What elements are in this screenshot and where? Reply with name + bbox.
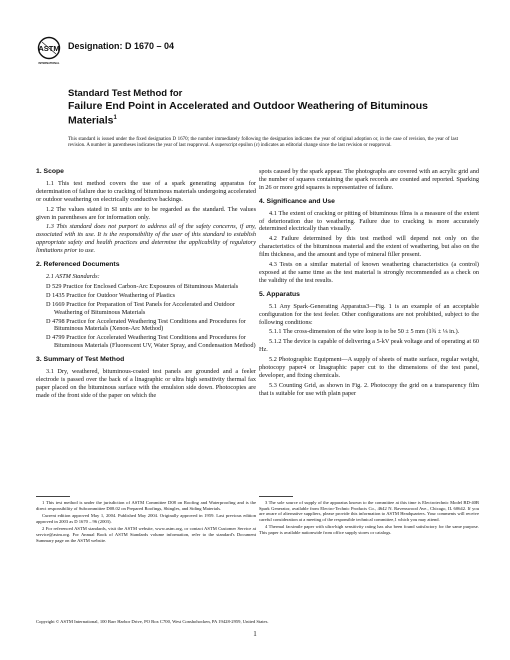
significance-paragraph-1: 4.1 The extent of cracking or pitting of bituminous films is a measure of the extent of deterioration due to weathering. Failure due to cracking is more accurately determined electrically than visually.: [259, 209, 479, 233]
left-column: [36, 168, 256, 402]
reference-item: D 529 Practice for Enclosed Carbon-Arc Exposures of Bituminous Materials: [46, 282, 239, 290]
page-number: 1: [253, 630, 257, 638]
astm-logo: [36, 36, 62, 66]
footnote: 4 Thermal facsimile paper with ultra-high sensitivity rating has also been found satisfactory for the same purpose. This paper is available nationwide from office supply stores or catalogs.: [259, 524, 479, 535]
reference-item: D 1435 Practice for Outdoor Weathering of Plastics: [46, 291, 176, 299]
reference-item: D 4799 Practice for Accelerated Weathering Test Conditions and Procedures for Bituminous Materials (Fluorescent UV, Water Spray, and Condensation Method): [46, 334, 256, 350]
section-heading-apparatus: 5. Apparatus: [259, 290, 300, 298]
footnote-divider: [36, 496, 70, 497]
significance-paragraph-3: 4.3 Tests on a similar material of known weathering characteristics (a control) exposed at the same time as the test material is strongly recommended as a check on the validity of the test results.: [259, 261, 479, 284]
continued-paragraph: spots caused by the spark appear. The photographs are covered with an acrylic grid and the number of squares containing the spark records are counted and reported. Sparking in 26 or more grid squares is representative of failure.: [259, 168, 479, 191]
apparatus-paragraph-5: 5.3 Counting Grid, as shown in Fig. 2. Photocopy the grid on a transparency film that is suitable for use with plain paper: [259, 381, 479, 397]
footnote: 3 The sole source of supply of the apparatus known to the committee at this time is Electrotechnic Model BD-40B Spark Generator, available from Electro-Technic Products Co., 4642 N. Ravenswood Ave., Chicago, IL 60642. If you are aware of alternative suppliers, please provide this information to ASTM Headquarters. Your comments will receive careful consideration at a meeting of the responsible technical committee,1 which you may attend.: [259, 500, 479, 522]
issued-note: This standard is issued under the fixed designation D 1670; the number immediately following the designation indicates the year of original adoption or, in the case of revision, the year of last revision. A number in parentheses indicates the year of last reapproval. A superscript epsilon (ε) indicates an editorial change since the last revision or reapproval.: [68, 137, 458, 149]
astm-logo-icon: [36, 36, 62, 66]
title-footnote-mark: 1: [113, 115, 117, 121]
apparatus-paragraph-2: 5.1.1 The cross-dimension of the wire loop is to be 50 ± 5 mm (1¾ ± ⅛ in.).: [269, 328, 460, 336]
section-heading-references: 2. Referenced Documents: [36, 261, 120, 269]
reference-item: D 1669 Practice for Preparation of Test Panels for Accelerated and Outdoor Weathering of Bituminous Materials: [46, 300, 235, 316]
footnote: 1 This test method is under the jurisdiction of ASTM Committee D08 on Roofing and Waterproofing and is the direct responsibility of Subcommittee D08.02 on Prepared Roofings, Shingles, and Siding Materials.: [36, 500, 256, 511]
designation: Designation: D 1670 – 04: [68, 41, 175, 51]
footnotes-right: [259, 500, 479, 538]
apparatus-paragraph-3: 5.1.2 The device is capable of delivering a 5-kV peak voltage and of operating at 60 Hz.: [259, 338, 479, 354]
scope-paragraph-1: 1.1 This test method covers the use of a spark generating apparatus for determination of failure due to cracking of bituminous materials undergoing accelerated or outdoor weathering on electrically conductive backings.: [36, 179, 256, 203]
title-text: Failure End Point in Accelerated and Outdoor Weathering of Bituminous Materials: [68, 100, 428, 127]
right-column: [259, 168, 479, 400]
svg-text:INTERNATIONAL: INTERNATIONAL: [38, 62, 60, 65]
summary-paragraph-1: 3.1 Dry, weathered, bituminous-coated test panels are grounded and a feeler electrode is passed over the back of a linagraphic or ultra high sensitivity thermal fax paper placed on the bituminous surface with the emulsion side down. Photocopies are made of the front side of the paper on which the: [36, 368, 256, 399]
section-heading-summary: 3. Summary of Test Method: [36, 356, 125, 364]
scope-paragraph-3: 1.3 This standard does not purport to address all of the safety concerns, if any, associated with its use. It is the responsibility of the user of this standard to establish appropriate safety and health practices and determine the applicability of regulatory limitations prior to use.: [36, 223, 256, 255]
significance-paragraph-2: 4.2 Failure determined by this test method will depend not only on the characteristics of the bituminous material and the extent of weathering, but also on the film thickness, and the amount and type of mineral filler present.: [259, 235, 479, 259]
document-title: [68, 100, 468, 127]
footnotes-left: [36, 500, 256, 545]
reference-item: D 4798 Practice for Accelerated Weathering Test Conditions and Procedures for Bituminous Materials (Xenon-Arc Method): [46, 317, 246, 333]
apparatus-paragraph-4: 5.2 Photographic Equipment—A supply of sheets of matte surface, regular weight, photocopy paper4 or linagraphic paper cut to the dimensions of the test panel, developer, and fixing chemicals.: [259, 356, 479, 379]
section-heading-significance: 4. Significance and Use: [259, 197, 335, 205]
footnote: Current edition approved May 1, 2004. Published May 2004. Originally approved in 1959. Last previous edition approved in 2003 as D 1670 – 96 (2003).: [36, 513, 256, 524]
apparatus-paragraph-1: 5.1 Any Spark-Generating Apparatus3—Fig. 1 is an example of an acceptable configuration for the test feeler. Other configurations are not prohibited, subject to the following conditions:: [259, 302, 479, 326]
footnote-divider: [259, 496, 293, 497]
scope-paragraph-2: 1.2 The values stated in SI units are to be regarded as the standard. The values given in parentheses are for information only.: [36, 205, 256, 221]
copyright-notice: Copyright © ASTM International, 100 Barr Harbor Drive, PO Box C700, West Conshohocken, PA 19428-2959, United States.: [36, 619, 269, 624]
astm-standards-subheading: 2.1 ASTM Standards:: [46, 272, 100, 280]
standard-label: Standard Test Method for: [68, 88, 183, 99]
section-heading-scope: 1. Scope: [36, 168, 64, 175]
footnote: 2 For referenced ASTM standards, visit the ASTM website, www.astm.org, or contact ASTM Customer Service at service@astm.org. For Annual Book of ASTM Standards volume information, refer to the standard's Document Summary page on the ASTM website.: [36, 526, 256, 543]
svg-text:ASTM: ASTM: [38, 44, 60, 53]
